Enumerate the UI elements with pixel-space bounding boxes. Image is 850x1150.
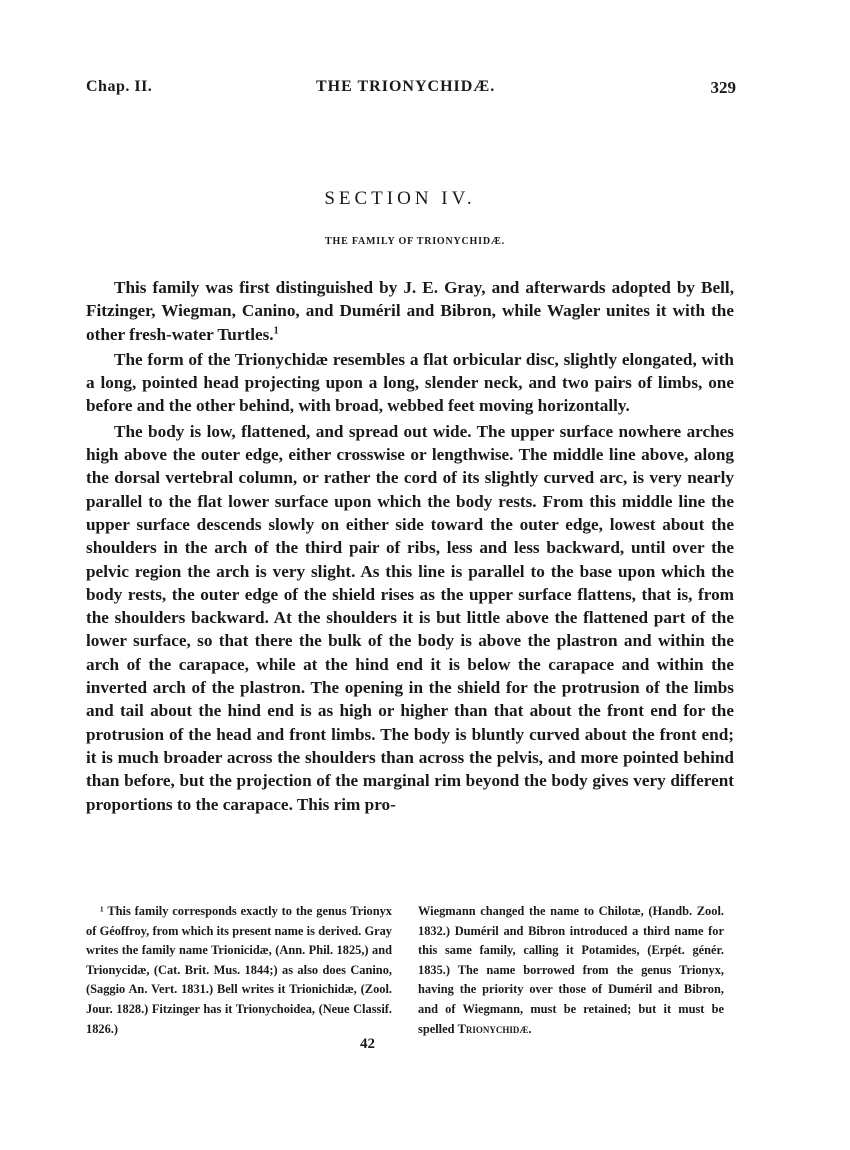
section-title: SECTION IV. (324, 188, 476, 209)
page-number: 329 (710, 78, 736, 97)
footnote-right-paragraph (418, 902, 724, 1039)
footnote-right-text: Wiegmann changed the name to Chilotæ, (Handb. Zool. 1832.) Duméril and Bibron introduced a third name for this same family, calling it Potamides, (Erpét. génér. 1835.) The name borrowed from the genus Trionyx, having the priority over those of Duméril and Bibron, and of Wiegmann, must be retained; but it must be spelled (418, 904, 724, 1036)
signature-mark: 42 (360, 1036, 375, 1052)
paragraph-1-text: This family was first distinguished by J. E. Gray, and afterwards adopted by Bell, Fitzinger, Wiegman, Canino, and Duméril and Bibron, while Wagler unites it with the other fresh-water Turtles. (86, 278, 734, 344)
paragraph-1 (86, 276, 734, 346)
section-subtitle: THE FAMILY OF TRIONYCHIDÆ. (325, 236, 505, 247)
running-title: THE TRIONYCHIDÆ. (316, 78, 496, 95)
footnote-left-column (86, 902, 392, 1039)
footnote-right-term: Trionychidæ. (457, 1021, 532, 1036)
running-head (86, 78, 736, 102)
paragraph-3: The body is low, flattened, and spread out wide. The upper surface nowhere arches high above the outer edge, either crosswise or lengthwise. The middle line above, along the dorsal vertebral column, or rather the cord of its slightly curved arc, is very nearly parallel to the flat lower surface upon which the body rests. From this middle line the upper surface descends slowly on either side toward the outer edge, lowest about the shoulders in the arch of the third pair of ribs, less and less backward, until over the pelvic region the arch is very slight. As this line is parallel to the base upon which the body rests, the outer edge of the shield rises as the upper surface flattens, that is, from the shoulders backward. At the shoulders it is but little above the flattened part of the lower surface, so that there the bulk of the body is above the plastron and within the arch of the carapace, while at the hind end it is below the carapace and within the inverted arch of the plastron. The opening in the shield for the protrusion of the limbs and tail about the hind end is as high or higher than that about the front end for the protrusion of the head and front limbs. The body is bluntly curved about the front end; it is much broader across the shoulders than across the pelvis, and more pointed behind than before, but the projection of the marginal rim beyond the body gives very different proportions to the carapace. This rim pro- (86, 421, 734, 814)
body-text (86, 276, 734, 816)
footnote-right-column (418, 902, 724, 1039)
footnote-left-text: ¹ This family corresponds exactly to the genus Trionyx of Géoffroy, from which its present name is derived. Gray writes the family name Trionicidæ, (Ann. Phil. 1825,) and Trionycidæ, (Cat. Brit. Mus. 1844;) as also does Canino, (Saggio An. Vert. 1831.) Bell writes it Trionichidæ, (Zool. Jour. 1828.) Fitzinger has it Trionychoidea, (Neue Classif. 1826.) (86, 904, 392, 1036)
footnote-marker: 1 (273, 324, 279, 336)
chapter-label: Chap. II. (86, 78, 153, 95)
paragraph-2: The form of the Trionychidæ resembles a flat orbicular disc, slightly elongated, with a long, pointed head projecting upon a long, slender neck, and two pairs of limbs, one before and the other behind, with broad, webbed feet moving horizontally. (86, 349, 734, 416)
